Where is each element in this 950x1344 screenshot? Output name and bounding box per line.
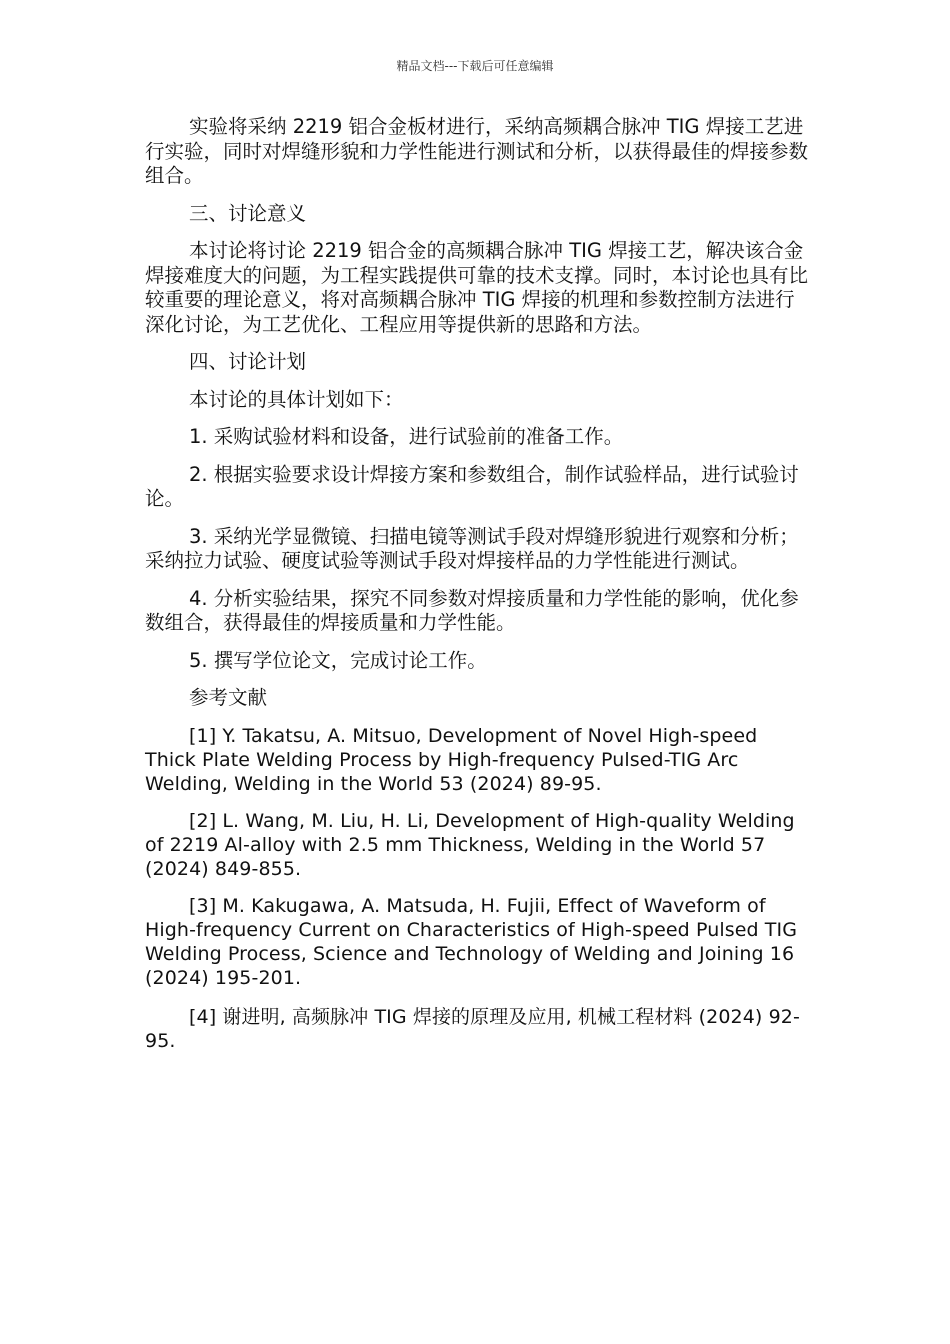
plan-item-2: 2. 根据实验要求设计焊接方案和参数组合，制作试验样品，进行试验讨论。 <box>145 462 799 510</box>
plan-item-1: 1. 采购试验材料和设备，进行试验前的准备工作。 <box>189 425 624 448</box>
plan-item-5: 5. 撰写学位论文，完成讨论工作。 <box>189 648 487 672</box>
plan-item-3: 3. 采纳光学显微镜、扫描电镜等测试手段对焊缝形貌进行观察和分析；采纳拉力试验、硬度试验等测试手段对焊接样品的力学性能进行测试。 <box>145 524 799 572</box>
section-4-heading: 四、讨论计划 <box>189 350 307 373</box>
references-heading: 参考文献 <box>189 686 268 709</box>
section-3-heading: 三、讨论意义 <box>189 201 307 225</box>
reference-4: [4] 谢进明, 高频脉冲 TIG 焊接的原理及应用, 机械工程材料 (2024) 92-95. <box>145 1005 800 1052</box>
section-3-body: 本讨论将讨论 2219 铝合金的高频耦合脉冲 TIG 焊接工艺，解决该合金焊接难度大的问题，为工程实践提供可靠的技术支撑。同时，本讨论也具有比较重要的理论意义，将对高频耦合脉冲 TIG 焊接的机理和参数控制方法进行深化讨论，为工艺优化、工程应用等提供新的思路和方法。 <box>145 239 809 336</box>
intro-paragraph: 实验将采纳 2219 铝合金板材进行，采纳高频耦合脉冲 TIG 焊接工艺进行实验，同时对焊缝形貌和力学性能进行测试和分析，以获得最佳的焊接参数组合。 <box>145 115 809 187</box>
plan-item-4: 4. 分析实验结果，探究不同参数对焊接质量和力学性能的影响，优化参数组合，获得最佳的焊接质量和力学性能。 <box>145 586 799 634</box>
reference-3: [3] M. Kakugawa, A. Matsuda, H. Fujii, Effect of Waveform of High-frequency Current on Characteristics of High-speed Pulsed TIG Welding Process, Science and Technology of Welding and Joining 16 (2024) 195-201. <box>145 894 798 989</box>
reference-1: [1] Y. Takatsu, A. Mitsuo, Development of Novel High-speed Thick Plate Welding Process by High-frequency Pulsed-TIG Arc Welding, Welding in the World 53 (2024) 89-95. <box>145 724 758 795</box>
page-header-watermark: 精品文档---下载后可任意编辑 <box>396 59 554 73</box>
section-4-intro: 本讨论的具体计划如下： <box>189 387 404 411</box>
document-body <box>145 115 810 1066</box>
reference-2: [2] L. Wang, M. Liu, H. Li, Development of High-quality Welding of 2219 Al-alloy with 2.5 mm Thickness, Welding in the World 57 (2024) 849-855. <box>145 809 795 880</box>
